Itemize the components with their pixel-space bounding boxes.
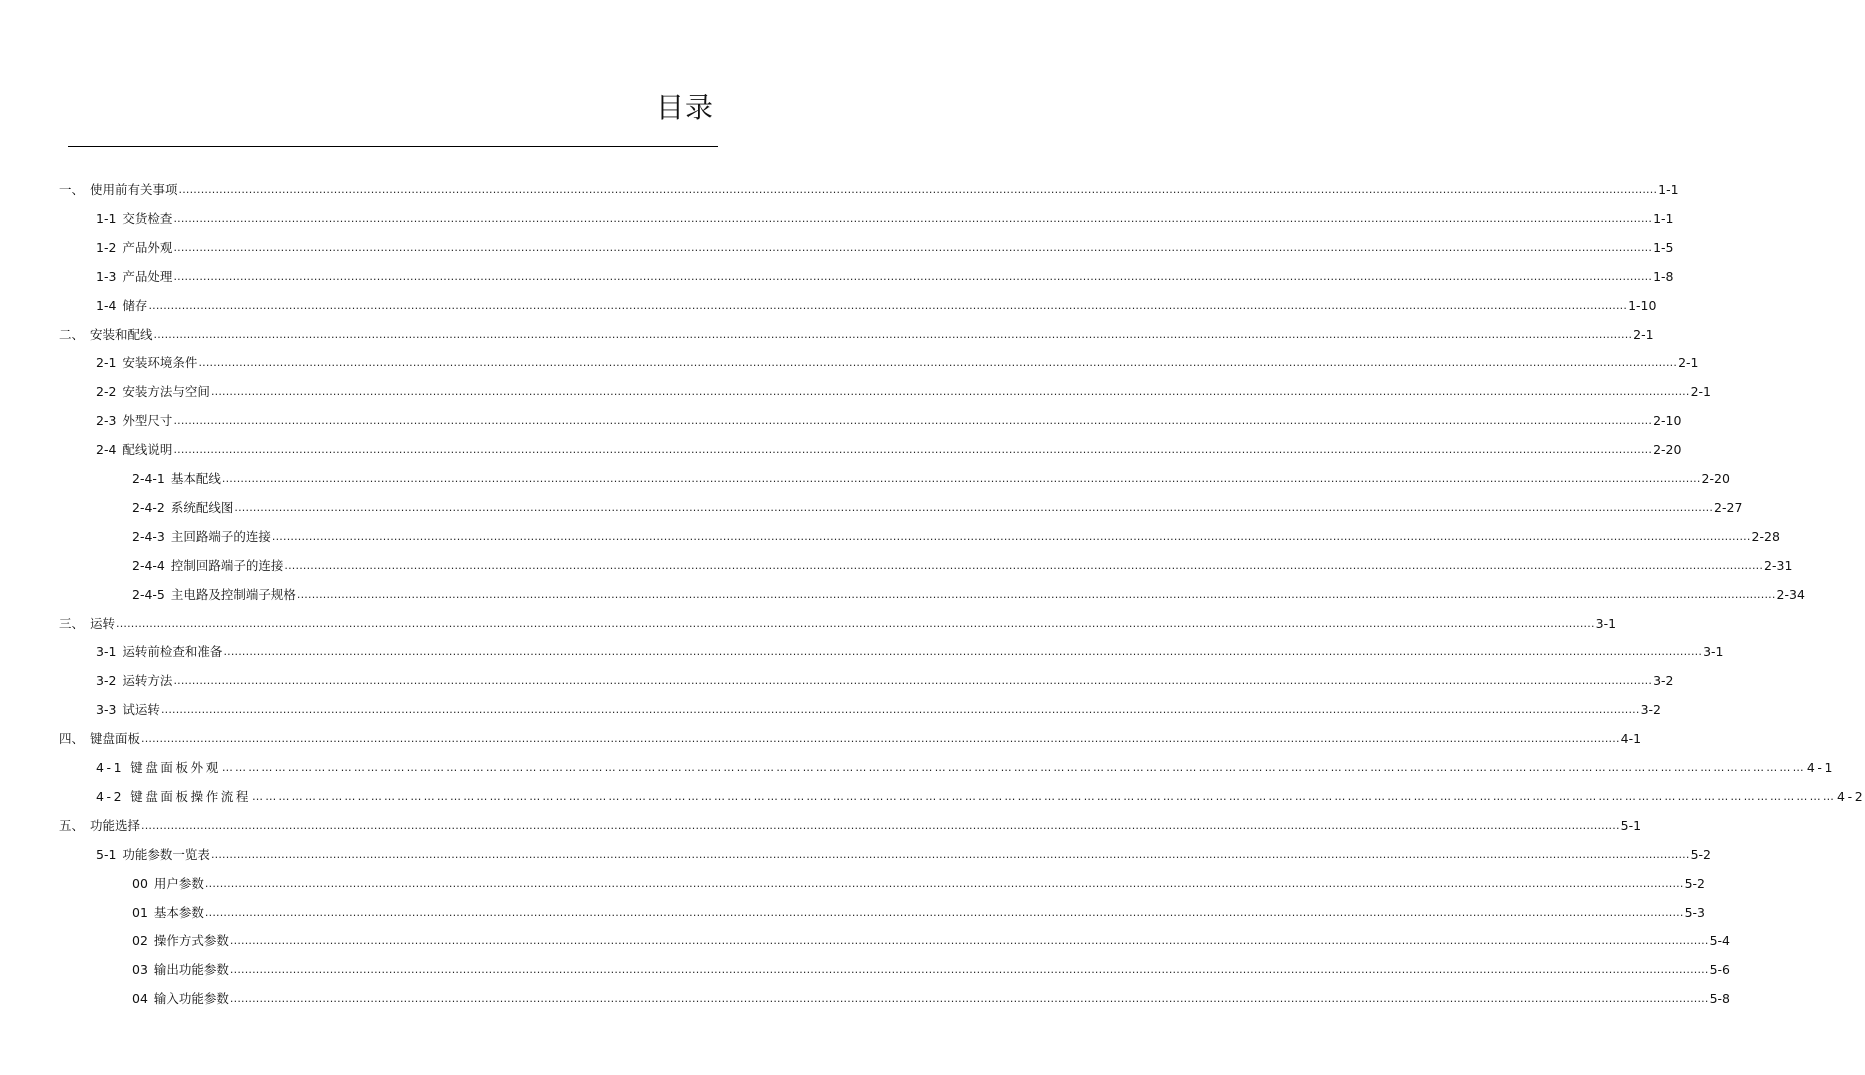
toc-entry[interactable] xyxy=(132,957,1730,979)
toc-entry-title: 功能选择 xyxy=(90,817,141,833)
toc-entry[interactable] xyxy=(96,437,1682,459)
toc-entry-title: 配线说明 xyxy=(122,442,173,458)
title-divider xyxy=(68,146,718,147)
toc-entry-page: 2-28 xyxy=(1751,528,1780,544)
toc-entry[interactable] xyxy=(59,177,1679,199)
toc-entry-title: 基本配线 xyxy=(170,471,221,486)
toc-entry-number: 3-1 xyxy=(96,644,117,660)
toc-entry-number: 2-1 xyxy=(96,355,117,371)
toc-entry-page: 1-1 xyxy=(1653,210,1674,226)
page-title: 目录 xyxy=(655,91,714,124)
toc-leader-dots: ……………………………………………………………………………………………………………………………………………………………………………………………………………………………………………………………………………………………………………………………… xyxy=(252,789,1837,803)
toc-entry-number: 5-1 xyxy=(96,846,117,862)
toc-leader-dots: ................................................................................................................................................................................................................................................................................................................................................................................................................ xyxy=(173,674,1653,688)
toc-leader-dots: ................................................................................................................................................................................................................................................................................................................................................................................................................ xyxy=(234,500,1714,514)
toc-entry[interactable] xyxy=(59,813,1642,835)
toc-entry-page: 1-5 xyxy=(1653,239,1674,255)
toc-entry-number: 2-4-2 xyxy=(132,499,165,515)
toc-leader-dots: ................................................................................................................................................................................................................................................................................................................................................................................................................ xyxy=(141,818,1620,832)
toc-entry-title: 主电路及控制端子规格 xyxy=(170,586,296,602)
toc-leader-dots: ................................................................................................................................................................................................................................................................................................................................................................................................................ xyxy=(210,847,1690,861)
toc-entry-number: 2-4 xyxy=(96,442,117,458)
toc-entry[interactable] xyxy=(59,611,1617,633)
toc-entry[interactable] xyxy=(96,264,1674,286)
toc-entry-page: 4-2 xyxy=(1837,788,1865,804)
toc-entry[interactable] xyxy=(132,466,1730,488)
toc-entry-title: 功能参数一览表 xyxy=(122,846,210,862)
toc-entry[interactable] xyxy=(96,639,1724,661)
toc-leader-dots: ................................................................................................................................................................................................................................................................................................................................................................................................................ xyxy=(198,356,1678,370)
toc-leader-dots: ................................................................................................................................................................................................................................................................................................................................................................................................................ xyxy=(173,240,1653,254)
toc-entry-title: 产品外观 xyxy=(122,239,173,255)
toc-entry-title: 键盘面板操作流程 xyxy=(130,788,252,804)
toc-entry-page: 5-6 xyxy=(1709,962,1730,978)
toc-entry-page: 1-8 xyxy=(1653,268,1674,284)
toc-entry-title: 控制回路端子的连接 xyxy=(170,557,284,573)
toc-entry-number: 3-2 xyxy=(96,673,117,689)
toc-entry-page: 4-1 xyxy=(1806,760,1836,775)
toc-entry-number: 1-2 xyxy=(96,239,117,255)
toc-leader-dots: ................................................................................................................................................................................................................................................................................................................................................................................................................ xyxy=(284,558,1764,572)
toc-entry-title: 操作方式参数 xyxy=(153,933,229,949)
toc-leader-dots: ................................................................................................................................................................................................................................................................................................................................................................................................................ xyxy=(178,183,1658,196)
toc-leader-dots: ................................................................................................................................................................................................................................................................................................................................................................................................................ xyxy=(148,298,1628,312)
toc-entry-page: 5-2 xyxy=(1690,846,1711,862)
toc-entry[interactable] xyxy=(132,986,1730,1008)
toc-entry-number: 2-4-3 xyxy=(132,528,165,544)
toc-entry[interactable] xyxy=(96,235,1674,257)
toc-entry-number: 1-4 xyxy=(96,297,117,313)
toc-entry[interactable] xyxy=(96,668,1674,690)
toc-entry[interactable] xyxy=(96,206,1674,228)
toc-entry-number: 2-4-1 xyxy=(132,471,165,486)
toc-entry-number: 四、 xyxy=(59,731,85,747)
toc-entry[interactable] xyxy=(96,755,1836,777)
toc-entry-page: 3-2 xyxy=(1653,673,1674,689)
toc-entry-number: 4-1 xyxy=(96,760,125,775)
toc-entry[interactable] xyxy=(96,408,1682,430)
toc-entry-page: 2-27 xyxy=(1714,499,1743,515)
toc-leader-dots: ................................................................................................................................................................................................................................................................................................................................................................................................................ xyxy=(271,529,1751,543)
toc-entry-title: 安装环境条件 xyxy=(122,355,198,371)
toc-entry-title: 运转前检查和准备 xyxy=(122,644,223,660)
toc-leader-dots: ................................................................................................................................................................................................................................................................................................................................................................................................................ xyxy=(173,269,1653,283)
toc-leader-dots: ................................................................................................................................................................................................................................................................................................................................................................................................................ xyxy=(296,587,1776,601)
toc-leader-dots: ................................................................................................................................................................................................................................................................................................................................................................................................................ xyxy=(141,732,1620,746)
toc-entry-page: 2-31 xyxy=(1764,557,1793,573)
toc-entry-number: 二、 xyxy=(59,326,85,342)
toc-entry-page: 2-1 xyxy=(1690,384,1711,400)
toc-leader-dots: ................................................................................................................................................................................................................................................................................................................................................................................................................ xyxy=(223,645,1703,659)
toc-entry-page: 1-1 xyxy=(1658,182,1679,197)
toc-entry[interactable] xyxy=(132,495,1743,517)
toc-entry-title: 输入功能参数 xyxy=(153,991,229,1007)
toc-entry-page: 2-10 xyxy=(1653,413,1682,429)
toc-entry-page: 5-1 xyxy=(1620,817,1642,833)
toc-entry[interactable] xyxy=(59,322,1654,344)
toc-entry-number: 2-4-4 xyxy=(132,557,165,573)
toc-entry-number: 1-1 xyxy=(96,210,117,226)
toc-entry-title: 试运转 xyxy=(122,702,160,718)
toc-leader-dots: ................................................................................................................................................................................................................................................................................................................................................................................................................ xyxy=(173,443,1653,457)
toc-entry-page: 3-1 xyxy=(1595,615,1617,631)
toc-entry-page: 5-4 xyxy=(1709,933,1730,949)
toc-entry[interactable] xyxy=(96,293,1657,315)
toc-entry[interactable] xyxy=(132,928,1730,950)
toc-entry-page: 3-2 xyxy=(1640,702,1661,718)
toc-entry-title: 外型尺寸 xyxy=(122,413,173,429)
toc-leader-dots: ................................................................................................................................................................................................................................................................................................................................................................................................................ xyxy=(221,472,1701,485)
toc-entry-number: 2-4-5 xyxy=(132,586,165,602)
toc-entry-page: 2-1 xyxy=(1633,326,1654,342)
toc-entry-number: 2-2 xyxy=(96,384,117,400)
toc-entry-number: 02 xyxy=(132,933,148,949)
toc-leader-dots: ................................................................................................................................................................................................................................................................................................................................................................................................................ xyxy=(229,934,1709,948)
toc-entry-number: 3-3 xyxy=(96,702,117,718)
toc-entry-title: 安装和配线 xyxy=(90,326,153,342)
toc-entry[interactable] xyxy=(96,842,1711,864)
toc-entry-title: 输出功能参数 xyxy=(153,962,229,978)
toc-leader-dots: ................................................................................................................................................................................................................................................................................................................................................................................................................ xyxy=(204,905,1684,919)
toc-entry-number: 五、 xyxy=(59,817,85,833)
toc-entry[interactable] xyxy=(132,524,1780,546)
toc-entry-title: 运转 xyxy=(90,615,116,631)
toc-entry-number: 一、 xyxy=(59,182,85,197)
toc-entry[interactable] xyxy=(132,553,1793,575)
toc-leader-dots: ................................................................................................................................................................................................................................................................................................................................................................................................................ xyxy=(116,616,1595,630)
toc-entry-title: 用户参数 xyxy=(153,875,204,891)
toc-entry-number: 三、 xyxy=(59,615,85,631)
toc-entry[interactable] xyxy=(132,582,1805,604)
toc-entry-number: 4-2 xyxy=(96,788,125,804)
toc-leader-dots: ................................................................................................................................................................................................................................................................................................................................................................................................................ xyxy=(229,963,1709,977)
toc-entry-page: 5-8 xyxy=(1709,991,1730,1007)
toc-entry-title: 使用前有关事项 xyxy=(90,182,178,197)
toc-entry-title: 键盘面板外观 xyxy=(130,760,221,775)
toc-entry-number: 00 xyxy=(132,875,148,891)
toc-leader-dots: ................................................................................................................................................................................................................................................................................................................................................................................................................ xyxy=(160,703,1640,717)
toc-entry[interactable] xyxy=(96,784,1865,806)
toc-entry-number: 2-3 xyxy=(96,413,117,429)
toc-leader-dots: ................................................................................................................................................................................................................................................................................................................................................................................................................ xyxy=(210,385,1690,399)
toc-leader-dots: ................................................................................................................................................................................................................................................................................................................................................................................................................ xyxy=(229,992,1709,1006)
toc-leader-dots: ……………………………………………………………………………………………………………………………………………………………………………………………………………………………………………………………………………………………………………………………… xyxy=(221,761,1806,774)
toc-entry-page: 5-3 xyxy=(1684,904,1705,920)
toc-entry-title: 键盘面板 xyxy=(90,731,141,747)
toc-leader-dots: ................................................................................................................................................................................................................................................................................................................................................................................................................ xyxy=(173,211,1653,225)
toc-entry-title: 储存 xyxy=(122,297,148,313)
toc-entry[interactable] xyxy=(132,871,1705,893)
toc-entry-title: 主回路端子的连接 xyxy=(170,528,271,544)
toc-entry-page: 2-1 xyxy=(1678,355,1699,371)
toc-entry-number: 03 xyxy=(132,962,148,978)
toc-entry-title: 安装方法与空间 xyxy=(122,384,210,400)
toc-entry[interactable] xyxy=(96,697,1661,719)
toc-entry-page: 5-2 xyxy=(1684,875,1705,891)
toc-entry-number: 04 xyxy=(132,991,148,1007)
toc-entry-page: 3-1 xyxy=(1703,644,1724,660)
toc-entry-page: 1-10 xyxy=(1628,297,1657,313)
toc-entry-title: 交货检查 xyxy=(122,210,173,226)
toc-leader-dots: ................................................................................................................................................................................................................................................................................................................................................................................................................ xyxy=(204,876,1684,890)
toc-entry-page: 4-1 xyxy=(1620,731,1642,747)
toc-entry-number: 01 xyxy=(132,904,148,920)
toc-entry-page: 2-20 xyxy=(1653,442,1682,458)
toc-entry[interactable] xyxy=(59,726,1642,748)
toc-entry-page: 2-34 xyxy=(1776,586,1805,602)
toc-entry-number: 1-3 xyxy=(96,268,117,284)
toc-entry-title: 产品处理 xyxy=(122,268,173,284)
toc-leader-dots: ................................................................................................................................................................................................................................................................................................................................................................................................................ xyxy=(173,414,1653,428)
toc-entry-page: 2-20 xyxy=(1701,471,1730,486)
toc-entry[interactable] xyxy=(96,379,1711,401)
toc-entry-title: 基本参数 xyxy=(153,904,204,920)
toc-entry-title: 运转方法 xyxy=(122,673,173,689)
toc-entry-title: 系统配线图 xyxy=(170,499,234,515)
toc-entry[interactable] xyxy=(132,900,1705,922)
toc-leader-dots: ................................................................................................................................................................................................................................................................................................................................................................................................................ xyxy=(153,327,1633,341)
toc-entry[interactable] xyxy=(96,350,1699,372)
